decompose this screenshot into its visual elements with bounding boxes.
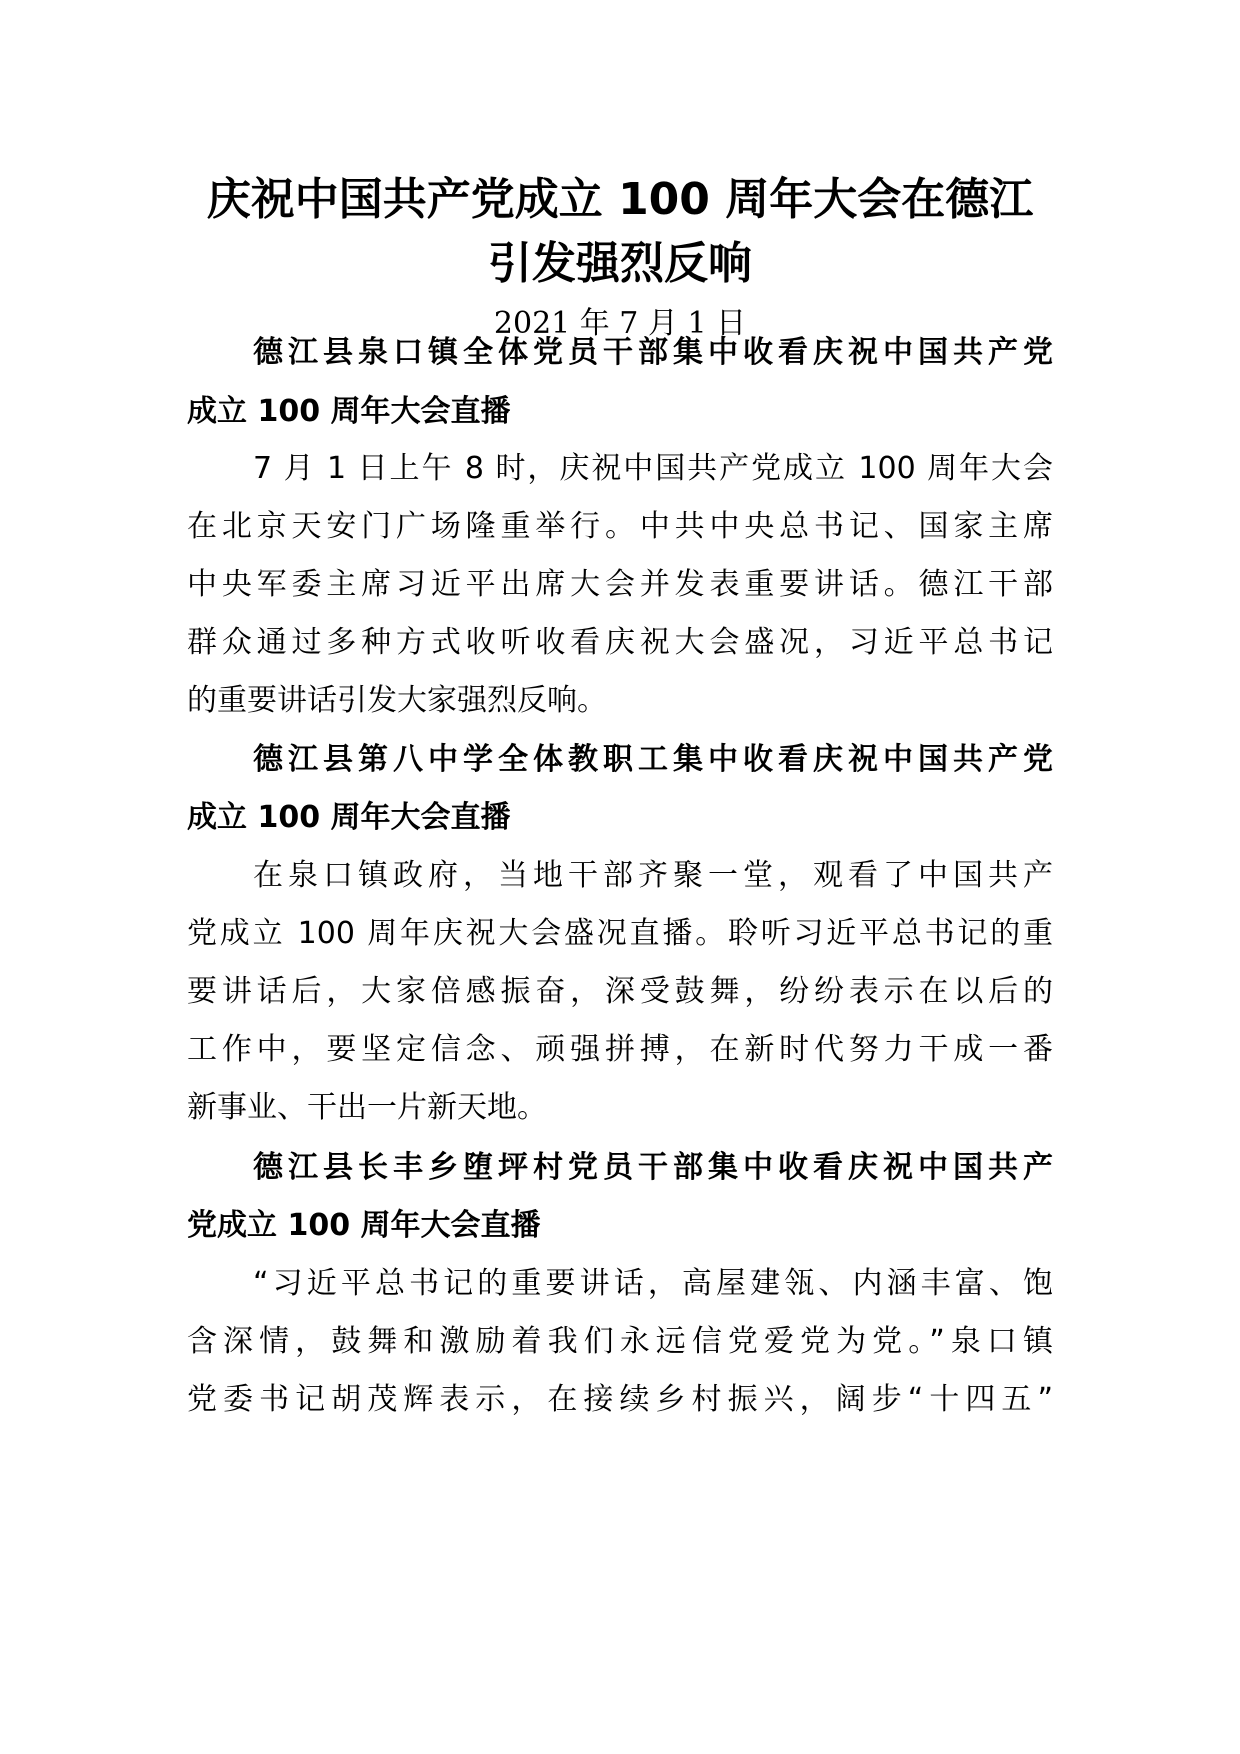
section-2-heading-line-1: 德江县第八中学全体教职工集中收看庆祝中国共产党 [253, 742, 1053, 777]
document-date: 2021 年 7 月 1 日 [493, 306, 747, 341]
section-3-body-line-1: “习近平总书记的重要讲话，高屋建瓴、内涵丰富、饱 [253, 1266, 1053, 1301]
section-3-body-line-3: 党委书记胡茂辉表示，在接续乡村振兴，阔步“十四五” [187, 1382, 1053, 1417]
section-1-body-line-1: 7 月 1 日上午 8 时，庆祝中国共产党成立 100 周年大会 [253, 451, 1053, 486]
section-2-heading-line-2: 成立 100 周年大会直播 [187, 800, 511, 835]
section-1-heading-line-2: 成立 100 周年大会直播 [187, 394, 511, 429]
document-title-line-2: 引发强烈反响 [488, 238, 752, 289]
section-2-body-line-2: 党成立 100 周年庆祝大会盛况直播。聆听习近平总书记的重 [187, 916, 1053, 951]
section-1-body-line-2: 在北京天安门广场隆重举行。中共中央总书记、国家主席 [187, 509, 1053, 544]
section-1-body-line-5: 的重要讲话引发大家强烈反响。 [187, 683, 607, 718]
section-2-body-line-4: 工作中，要坚定信念、顽强拼搏，在新时代努力干成一番 [187, 1032, 1053, 1067]
section-2-body-line-5: 新事业、干出一片新天地。 [187, 1090, 547, 1125]
document-title-line-1: 庆祝中国共产党成立 100 周年大会在德江 [206, 174, 1034, 225]
section-1-heading-line-1: 德江县泉口镇全体党员干部集中收看庆祝中国共产党 [253, 335, 1053, 370]
section-2-body-line-3: 要讲话后，大家倍感振奋，深受鼓舞，纷纷表示在以后的 [187, 974, 1053, 1009]
section-1-body-line-3: 中央军委主席习近平出席大会并发表重要讲话。德江干部 [187, 567, 1053, 602]
section-3-body-line-2: 含深情，鼓舞和激励着我们永远信党爱党为党。”泉口镇 [187, 1324, 1053, 1359]
section-2-body-line-1: 在泉口镇政府，当地干部齐聚一堂，观看了中国共产 [253, 858, 1053, 893]
section-3-heading-line-1: 德江县长丰乡堕坪村党员干部集中收看庆祝中国共产 [253, 1150, 1053, 1185]
section-3-heading-line-2: 党成立 100 周年大会直播 [187, 1208, 541, 1243]
section-1-body-line-4: 群众通过多种方式收听收看庆祝大会盛况，习近平总书记 [187, 625, 1053, 660]
